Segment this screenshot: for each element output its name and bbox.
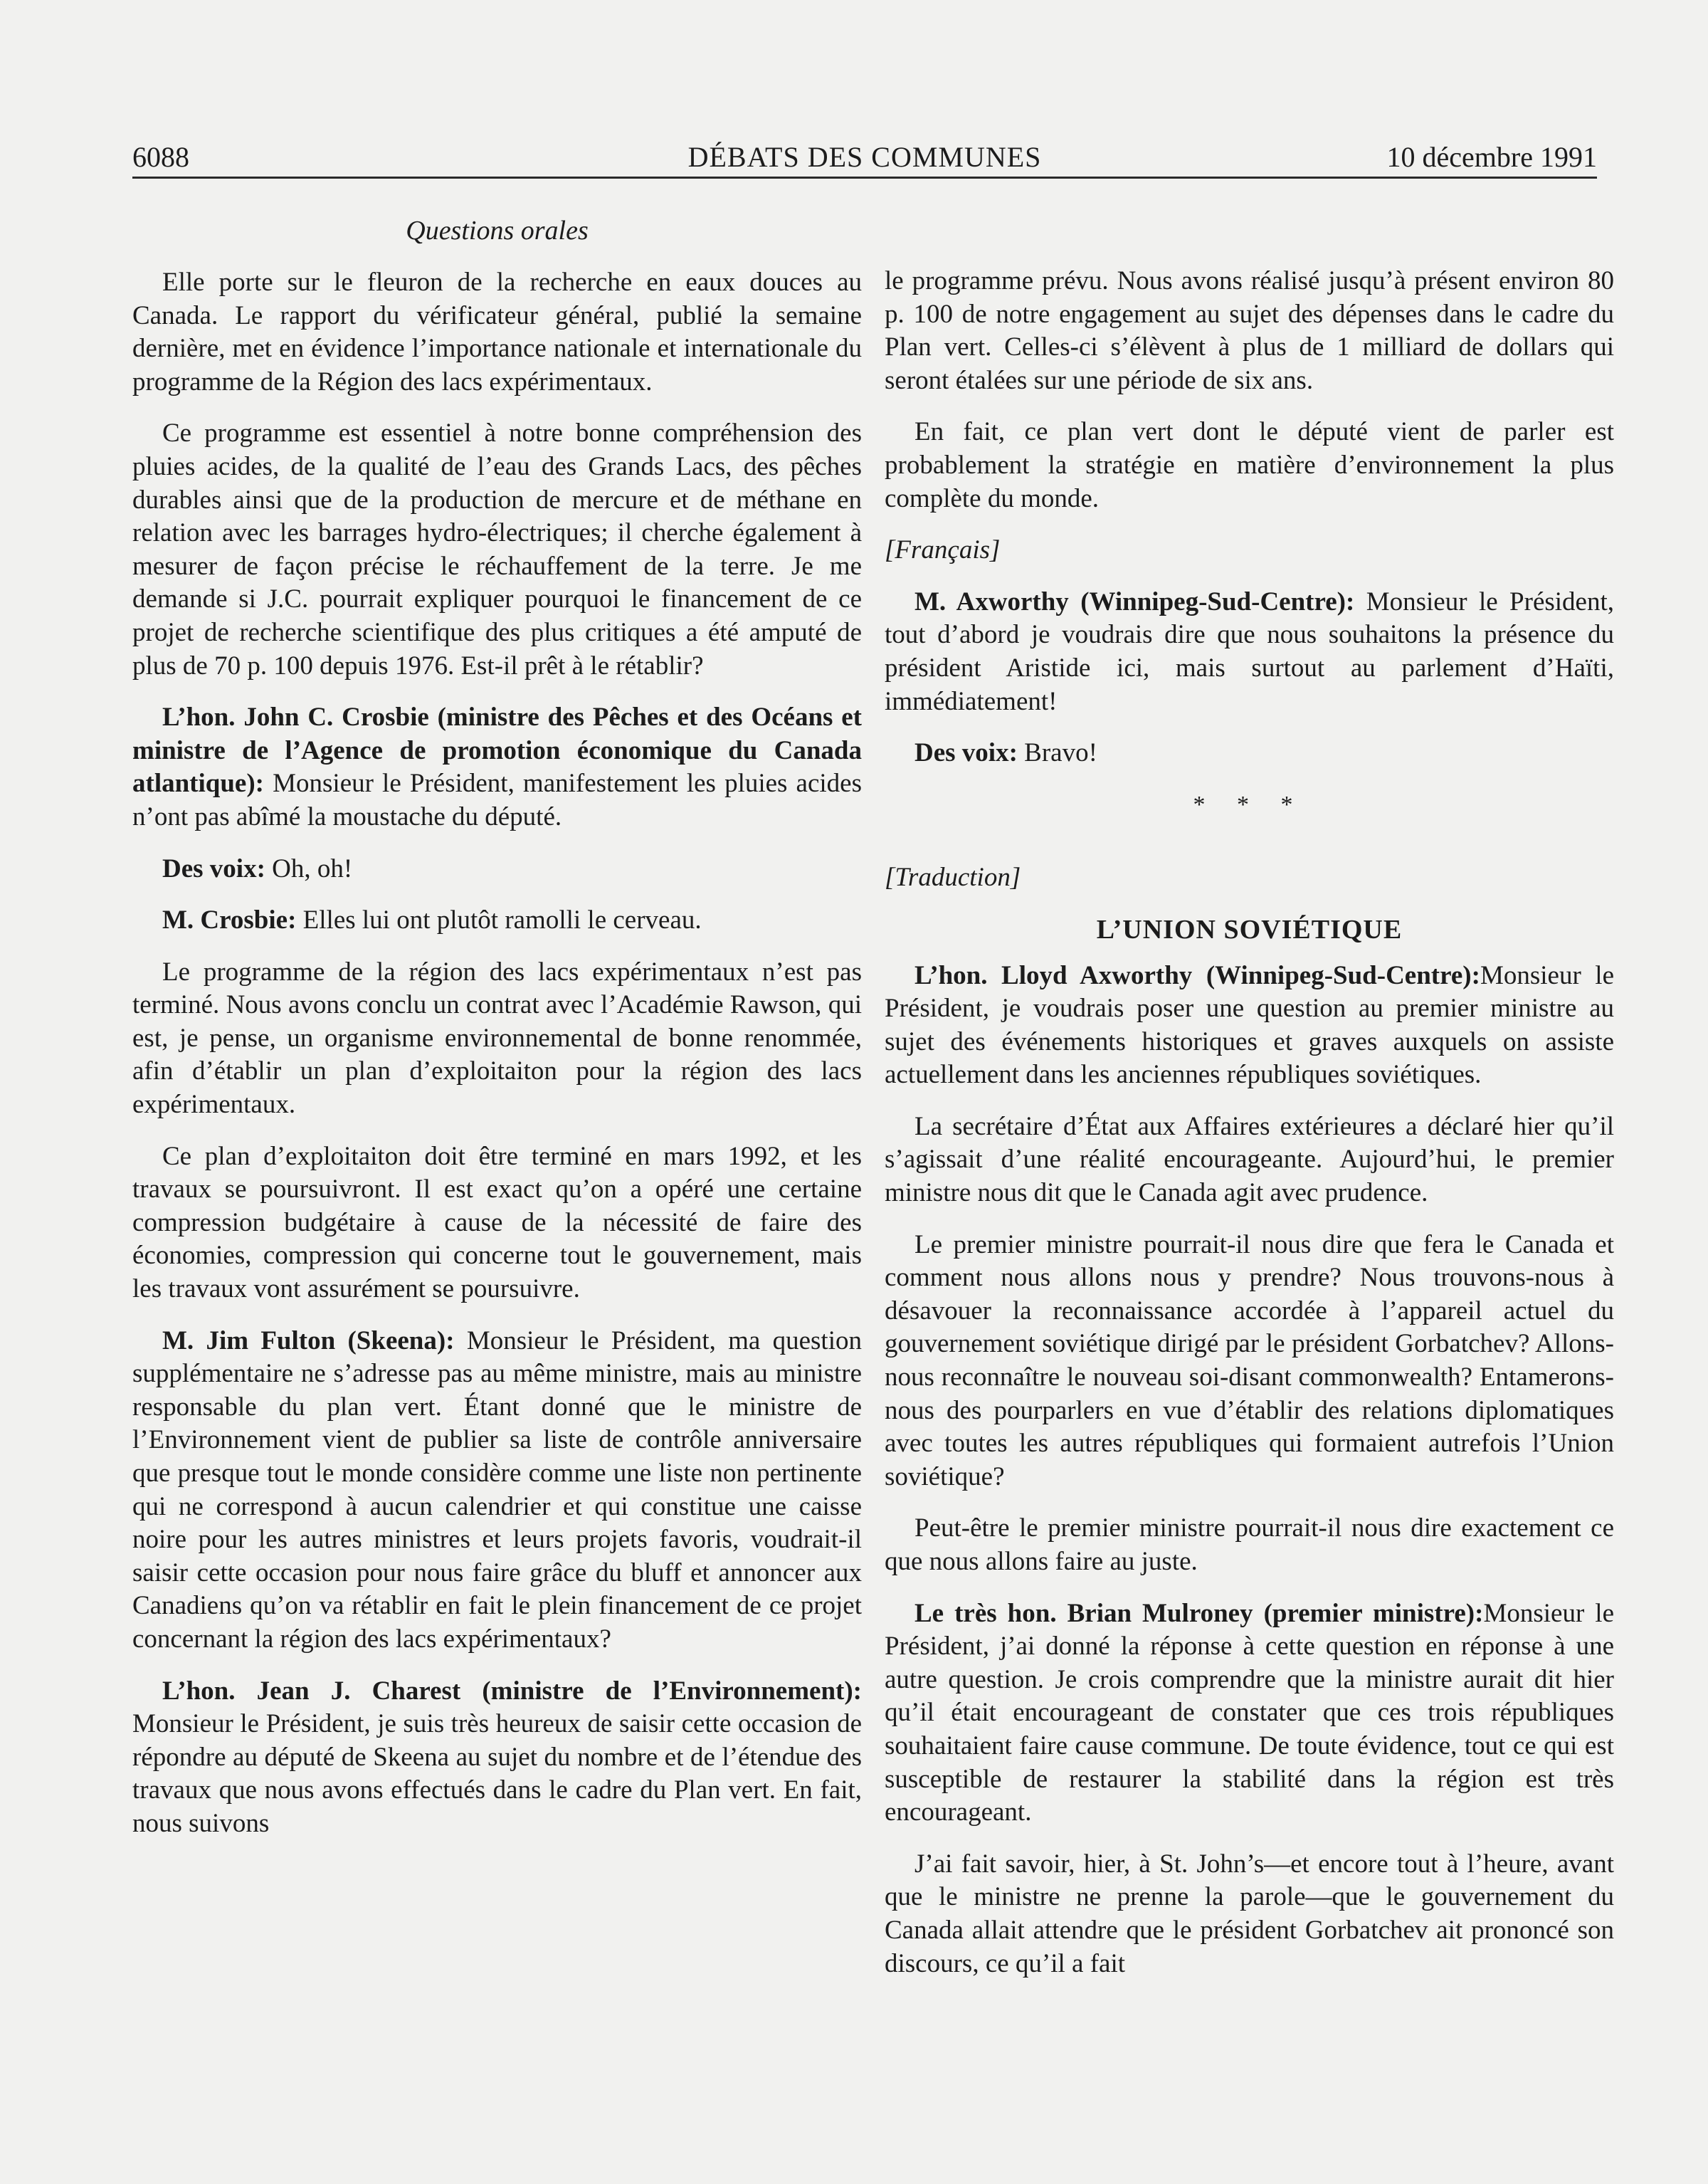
right-column xyxy=(885,265,1614,2144)
journal-title: DÉBATS DES COMMUNES xyxy=(687,141,1042,173)
paragraph xyxy=(132,266,862,399)
paragraph xyxy=(132,1675,862,1841)
left-column xyxy=(132,266,862,2146)
paragraph xyxy=(132,1140,862,1306)
paragraph: J’ai fait savoir, hier, à St. John’s—et encore tout à l’heure, avant que le ministre ne prenne la parole—que le gouvernement du Canada allait attendre que le président Gorbatchev ait prononcé son discours, ce qu’il a fait xyxy=(885,1849,1614,1978)
section-heading: L’UNION SOVIÉTIQUE xyxy=(1096,914,1403,945)
header-date: 10 décembre 1991 xyxy=(1386,141,1597,173)
speaker-name: M. Axworthy (Winnipeg-Sud-Centre): xyxy=(914,587,1355,616)
speaker-name: Des voix: xyxy=(914,738,1018,768)
paragraph xyxy=(132,956,862,1122)
paragraph xyxy=(885,737,1614,770)
paragraph xyxy=(885,1597,1614,1829)
speaker-name: L’hon. John C. Crosbie (ministre des Pêches et des Océans et ministre de l’Agence de promotion économique du Canada atlantique): xyxy=(132,703,862,799)
section-separator: * * * xyxy=(1193,791,1306,818)
header-rule xyxy=(132,177,1597,179)
language-marker: [Français] xyxy=(885,535,1001,565)
paragraph xyxy=(132,853,862,886)
paragraph-text: Elle porte sur le fleuron de la recherche en eaux douces au Canada. Le rapport du vérificateur général, publié la semaine dernière, met en évidence l’importance nationale et internationale du programme de la Région des lacs expérimentaux. xyxy=(132,268,862,397)
paragraph-text: Monsieur le Président, j’ai donné la réponse à cette question en réponse à une autre question. Je crois comprendre que la ministre aurait dit hier qu’il était encourageant de constater que ces trois républiques souhaitaient faire cause commune. De toute évidence, tout ce qui est susceptible de restaurer la stabilité dans la région est très encourageant. xyxy=(885,1598,1614,1827)
paragraph xyxy=(885,960,1614,1092)
paragraph-text: Monsieur le Président, ma question supplémentaire ne s’adresse pas au même ministre, mais au ministre responsable du plan vert. Étant donné que le ministre de l’Environnement vient de publier sa liste de contrôle anniversaire que presque tout le monde considère comme une liste non pertinente qui ne correspond à aucun calendrier et qui constitue une caisse noire pour les autres ministres et leurs projets favoris, voudrait-il saisir cette occasion pour nous faire grâce du bluff et annoncer aux Canadiens qu’on va rétablir en fait le plein financement de ce projet concernant la région des lacs expérimentaux? xyxy=(132,1325,862,1654)
paragraph xyxy=(132,701,862,834)
speaker-name: L’hon. Jean J. Charest (ministre de l’Environnement): xyxy=(162,1676,862,1706)
paragraph-text: Monsieur le Président, je suis très heureux de saisir cette occasion de répondre au député de Skeena au sujet du nombre et de l’étendue des travaux que nous avons effectués dans le cadre du Plan vert. En fait, nous suivons xyxy=(132,1709,862,1838)
paragraph: La secrétaire d’État aux Affaires extérieures a déclaré hier qu’il s’agissait d’une réalité encourageante. Aujourd’hui, le premier ministre nous dit que le Canada agit avec prudence. xyxy=(885,1111,1614,1208)
paragraph xyxy=(132,1325,862,1657)
speaker-name: M. Jim Fulton (Skeena): xyxy=(162,1325,455,1355)
paragraph xyxy=(132,417,862,683)
page-number: 6088 xyxy=(132,141,189,173)
speaker-name: M. Crosbie: xyxy=(162,905,297,935)
speaker-name: Des voix: xyxy=(162,854,265,883)
paragraph-text: Monsieur le Président, je voudrais poser une question au premier ministre au sujet des événements historiques et graves auxquels on assiste actuellement dans les anciennes républiques soviétiques. xyxy=(885,960,1614,1090)
paragraph-text: Ce programme est essentiel à notre bonne compréhension des pluies acides, de la qualité de l’eau des Grands Lacs, des pêches durables ainsi que de la production de mercure et de méthane en relation avec les barrages hydro-électriques; il cherche également à mesurer de façon précise le réchauffement de la terre. Je me demande si J.C. pourrait expliquer pourquoi le financement de ce projet de recherche scientifique des plus critiques a été amputé de plus de 70 p. 100 depuis 1976. Est-il prêt à le rétablir? xyxy=(132,419,862,681)
paragraph-text: Oh, oh! xyxy=(272,854,353,883)
paragraph xyxy=(132,904,862,938)
speaker-name: Le très hon. Brian Mulroney (premier ministre): xyxy=(914,1598,1484,1628)
paragraph-continuation: le programme prévu. Nous avons réalisé jusqu’à présent environ 80 p. 100 de notre engagement au sujet des dépenses dans le cadre du Plan vert. Celles-ci s’élèvent à plus de 1 milliard de dollars qui seront étalées sur une période de six ans. xyxy=(885,266,1614,395)
paragraph: En fait, ce plan vert dont le député vient de parler est probablement la stratégie en matière d’environnement la plus complète du monde. xyxy=(885,417,1614,513)
language-marker: [Traduction] xyxy=(885,863,1021,893)
paragraph-text: Monsieur le Président, tout d’abord je voudrais dire que nous souhaitons la présence du président Aristide ici, mais surtout au parlement d’Haïti, immédiatement! xyxy=(885,587,1614,716)
speaker-name: L’hon. Lloyd Axworthy (Winnipeg-Sud-Centre): xyxy=(914,960,1480,990)
paragraph-text: Elles lui ont plutôt ramolli le cerveau. xyxy=(302,905,702,935)
paragraph-text: Ce plan d’exploitaiton doit être terminé en mars 1992, et les travaux se poursuivront. Il est exact qu’on a opéré une certaine compression budgétaire à cause de la nécessité de faire des économies, compression qui concerne tout le gouvernement, mais les travaux vont assurément se poursuivre. xyxy=(132,1141,862,1304)
paragraph: Peut-être le premier ministre pourrait-il nous dire exactement ce que nous allons faire au juste. xyxy=(885,1513,1614,1576)
paragraph xyxy=(885,586,1614,718)
running-header xyxy=(132,138,1597,177)
paragraph-text: Le programme de la région des lacs expérimentaux n’est pas terminé. Nous avons conclu un contrat avec l’Académie Rawson, qui est, je pense, un organisme environnemental de bonne renommée, afin d’établir un plan d’exploitaiton pour la région des lacs expérimentaux. xyxy=(132,957,862,1120)
paragraph-text: Monsieur le Président, manifestement les pluies acides n’ont pas abîmé la moustache du député. xyxy=(132,769,862,831)
paragraph-text: Bravo! xyxy=(1024,738,1097,768)
section-label: Questions orales xyxy=(406,216,589,246)
paragraph: Le premier ministre pourrait-il nous dire que fera le Canada et comment nous allons nous y prendre? Nous trouvons-nous à désavouer la reconnaissance accordée à l’appareil actuel du gouvernement soviétique dirigé par le président Gorbatchev? Allons-nous reconnaître le nouveau soi-disant commonwealth? Entamerons-nous des pourparlers en vue d’établir des relations diplomatiques avec toutes les autres républiques qui formaient autrefois l’Union soviétique? xyxy=(885,1229,1614,1491)
